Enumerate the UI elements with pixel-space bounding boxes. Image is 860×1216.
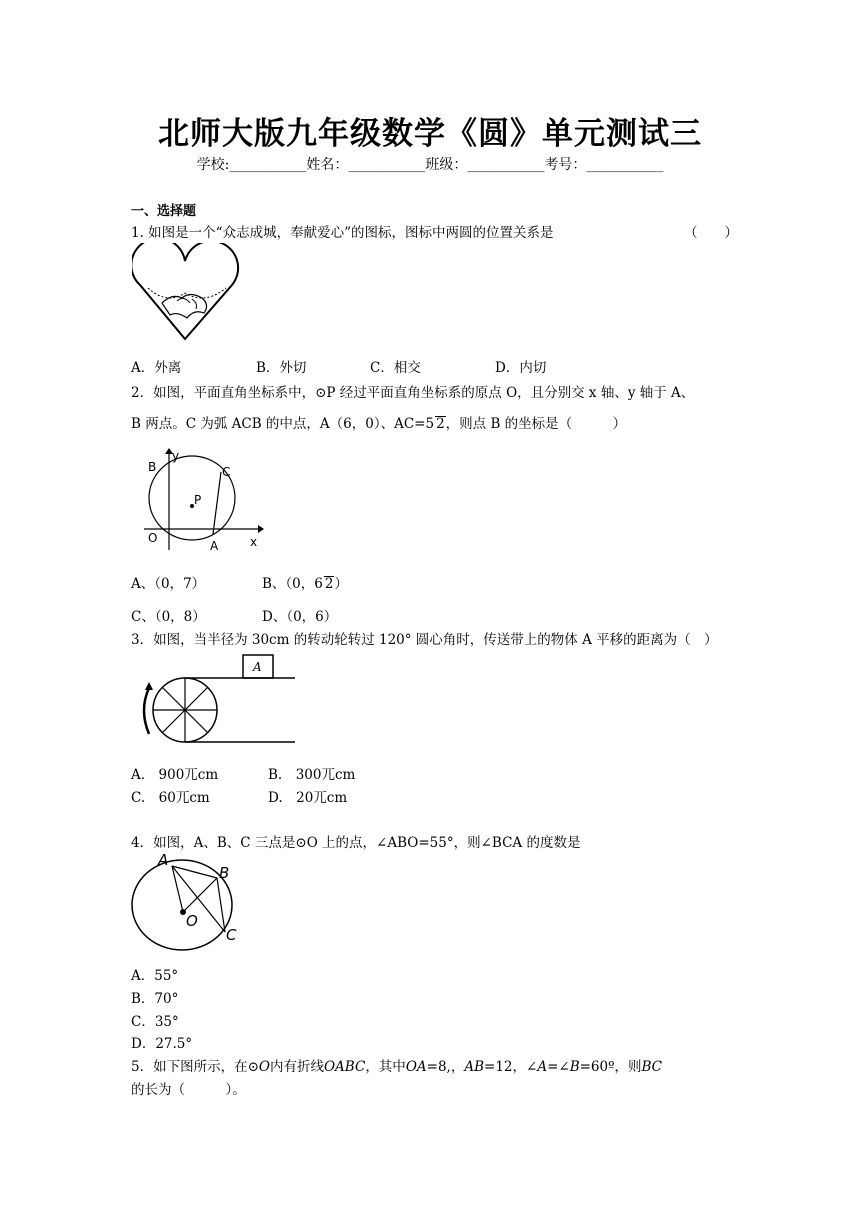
question-1-option-b: B．外切 xyxy=(256,360,307,376)
question-4-option-a: A．55° xyxy=(131,968,179,984)
question-2-line-2: B 两点。C 为弧 ACB 的中点，A（6，0）、AC=5 2，则点 B 的坐标是（ ） xyxy=(131,416,627,432)
question-2-option-a: A、（0，7） xyxy=(131,576,206,592)
question-4-option-b: B．70° xyxy=(131,991,179,1007)
question-2-line-1: 2．如图，平面直角坐标系中，⊙P 经过平面直角坐标系的原点 O，且分别交 x 轴、y 轴于 A、 xyxy=(131,385,695,401)
conveyor-wheel-figure xyxy=(135,650,300,750)
block-label: A xyxy=(253,660,262,674)
fig-label-a: A xyxy=(158,851,169,869)
section-heading: 一、选择题 xyxy=(131,204,197,219)
circle-triangle-figure xyxy=(128,850,243,958)
fig-label-x: x xyxy=(250,535,258,549)
question-1-option-c: C．相交 xyxy=(370,360,421,376)
fig-label-y: y xyxy=(172,449,180,463)
question-3-option-c: C. 60ㄫcm xyxy=(131,790,210,806)
page-title: 北师大版九年级数学《圆》单元测试三 xyxy=(158,116,702,152)
question-1-text: 1. 如图是一个“众志成城，奉献爱心”的图标，图标中两圆的位置关系是 xyxy=(131,225,554,241)
question-5-line-1: 5．如下图所示，在⊙O内有折线OABC，其中OA=8,，AB=12，∠A=∠B=60º，则BC xyxy=(131,1059,662,1075)
sqrt-symbol: 2 xyxy=(436,416,445,432)
fig-label-o: O xyxy=(148,531,158,545)
fig-label-b: B xyxy=(219,864,230,882)
heart-logo-figure xyxy=(132,243,242,346)
question-1-answer-paren: （ ） xyxy=(684,225,738,241)
question-3-option-a: A. 900ㄫcm xyxy=(131,767,219,783)
question-3-option-b: B. 300ㄫcm xyxy=(268,767,356,783)
question-5-line-2: 的长为（ ）。 xyxy=(131,1082,246,1098)
sqrt-symbol: 2 xyxy=(324,576,334,592)
question-4-option-c: C．35° xyxy=(131,1014,179,1030)
question-3-option-d: D. 20ㄫcm xyxy=(268,790,348,806)
student-info-line: 学校:___________姓名：___________班级：___________考号：___________ xyxy=(196,157,664,173)
question-2-option-c: C、（0，8） xyxy=(131,609,206,625)
question-4-option-d: D．27.5° xyxy=(131,1036,193,1052)
fig-label-o: O xyxy=(186,912,198,930)
question-1-option-d: D．内切 xyxy=(495,360,547,376)
question-2-option-d: D、（0，6） xyxy=(262,609,338,625)
fig-label-b: B xyxy=(148,460,157,474)
question-3-text: 3．如图，当半径为 30cm 的转动轮转过 120° 圆心角时，传送带上的物体 A 平移的距离为（ ） xyxy=(131,632,718,648)
fig-label-c: C xyxy=(226,926,237,944)
question-4-text: 4．如图，A、B、C 三点是⊙O 上的点，∠ABO=55°，则∠BCA 的度数是 xyxy=(131,835,581,851)
question-2-option-b: B、（0，6 2） xyxy=(262,576,348,592)
coordinate-circle-figure xyxy=(140,446,265,554)
fig-label-a: A xyxy=(210,539,219,553)
question-1-option-a: A．外离 xyxy=(131,360,182,376)
fig-label-p: P xyxy=(194,493,202,507)
fig-label-c: C xyxy=(222,465,231,479)
